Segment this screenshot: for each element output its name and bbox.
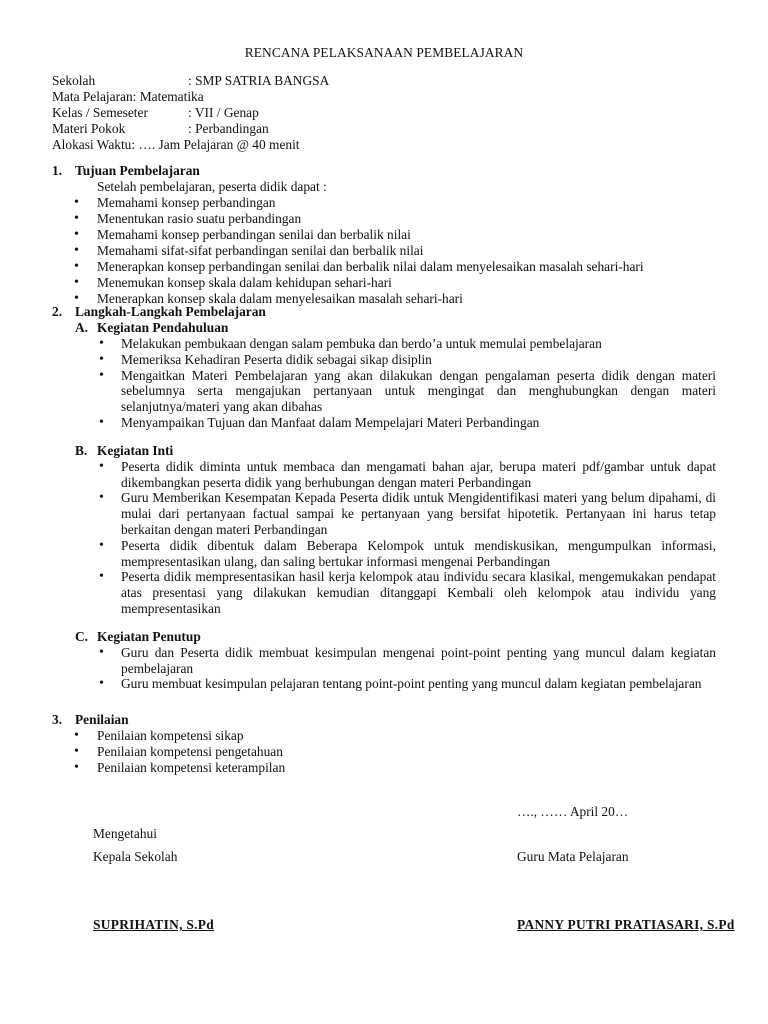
section-heading <box>52 163 716 179</box>
identity-block <box>52 73 652 153</box>
alokasi-text: Alokasi Waktu: …. Jam Pelajaran @ 40 menit <box>52 137 300 152</box>
list-item: • Memeriksa Kehadiran Peserta didik sebagai sikap disiplin <box>75 352 716 368</box>
subsection-letter: A. <box>75 320 89 335</box>
signature-date: …., …… April 20… <box>517 804 629 819</box>
list-item: • Menerapkan konsep skala dalam menyelesaikan masalah sehari-hari <box>52 291 716 307</box>
identity-mapel <box>52 89 652 105</box>
identity-sekolah <box>52 73 652 89</box>
list-item: • Menyampaikan Tujuan dan Manfaat dalam Mempelajari Materi Perbandingan <box>75 415 716 431</box>
penutup-list <box>75 645 716 692</box>
subsection-heading <box>75 629 716 645</box>
section-intro: Setelah pembelajaran, peserta didik dapat : <box>97 179 327 194</box>
penilaian-list <box>52 728 716 776</box>
section-title: Tujuan Pembelajaran <box>75 163 200 178</box>
list-item: • Menentukan rasio suatu perbandingan <box>52 211 716 227</box>
kepala-sekolah-label: Kepala Sekolah <box>93 849 178 864</box>
guru-label: Guru Mata Pelajaran <box>517 849 629 864</box>
list-item: • Peserta didik diminta untuk membaca dan mengamati bahan ajar, berupa materi pdf/gambar untuk dapat dikembangkan peserta didik yang berhubungan dengan materi Perbandingan <box>75 459 716 491</box>
identity-alokasi <box>52 137 652 153</box>
subsection-title: Kegiatan Pendahuluan <box>97 320 229 335</box>
list-item: • Memahami sifat-sifat perbandingan senilai dan berbalik nilai <box>52 243 716 259</box>
list-item: • Guru Memberikan Kesempatan Kepada Peserta didik untuk Mengidentifikasi materi yang belum dipahami, di mulai dari pertanyaan factual sampai ke pertanyaan yang bersifat hipotetik. Pertanyaan ini harus tetap berkaitan dengan materi Perbandingan <box>75 490 716 537</box>
section-number: 3. <box>52 712 63 727</box>
pendahuluan-list <box>75 336 716 431</box>
materi-label: Materi Pokok <box>52 121 126 136</box>
identity-materi <box>52 121 652 137</box>
section-title: Penilaian <box>75 712 129 727</box>
kepala-sekolah-name: SUPRIHATIN, S.Pd <box>93 917 214 932</box>
section-number: 1. <box>52 163 63 178</box>
list-item: • Menemukan konsep skala dalam kehidupan sehari-hari <box>52 275 716 291</box>
list-item: • Penilaian kompetensi sikap <box>52 728 716 744</box>
sekolah-label: Sekolah <box>52 73 96 88</box>
tujuan-list <box>52 195 716 307</box>
list-item: • Menerapkan konsep perbandingan senilai dan berbalik nilai dalam menyelesaikan masalah sehari-hari <box>52 259 716 275</box>
list-item: • Memahami konsep perbandingan <box>52 195 716 211</box>
subsection-heading <box>75 320 716 336</box>
identity-kelas <box>52 105 652 121</box>
mapel-text: Mata Pelajaran: Matematika <box>52 89 204 104</box>
subsection-heading <box>75 443 716 459</box>
list-item: • Peserta didik mempresentasikan hasil kerja kelompok atau individu secara klasikal, mengemukakan pendapat atas presentasi yang dilakukan kemudian ditanggapi Kembali oleh kelompok atau individu yang mempresentasikan <box>75 569 716 616</box>
inti-list <box>75 459 716 617</box>
section-title: Langkah-Langkah Pembelajaran <box>75 304 266 319</box>
materi-value: : Perbandingan <box>188 121 269 136</box>
guru-name: PANNY PUTRI PRATIASARI, S.Pd <box>517 917 735 932</box>
subsection-title: Kegiatan Penutup <box>97 628 201 644</box>
sekolah-value: : SMP SATRIA BANGSA <box>188 73 330 88</box>
list-item: • Penilaian kompetensi pengetahuan <box>52 744 716 760</box>
subsection-letter: C. <box>75 628 89 644</box>
list-item: • Guru membuat kesimpulan pelajaran tentang point-point penting yang muncul dalam kegiatan pembelajaran <box>75 676 716 692</box>
section-penilaian <box>52 712 716 776</box>
section-tujuan <box>52 163 716 307</box>
list-item: • Peserta didik dibentuk dalam Beberapa Kelompok untuk mendiskusikan, mengumpulkan informasi, mempresentasikan ulang, dan saling bertukar informasi mengenai Perbandingan <box>75 538 716 570</box>
subsection-letter: B. <box>75 442 88 458</box>
list-item: • Penilaian kompetensi keterampilan <box>52 760 716 776</box>
subsection-inti <box>75 443 716 617</box>
subsection-title: Kegiatan Inti <box>97 442 174 458</box>
list-item: • Melakukan pembukaan dengan salam pembuka dan berdo’a untuk memulai pembelajaran <box>75 336 716 352</box>
subsection-penutup <box>75 629 716 692</box>
kelas-value: : VII / Genap <box>188 105 259 120</box>
document-title: RENCANA PELAKSANAAN PEMBELAJARAN <box>244 45 524 60</box>
section-heading <box>52 304 716 320</box>
section-langkah <box>52 304 716 692</box>
list-item: • Mengaitkan Materi Pembelajaran yang akan dilakukan dengan pengalaman peserta didik dengan materi sebelumnya serta mengajukan pertanyaan untuk mengingat dan menghubungkan dengan materi selanjutnya/materi yang akan dibahas <box>75 368 716 415</box>
list-item: • Memahami konsep perbandingan senilai dan berbalik nilai <box>52 227 716 243</box>
mengetahui-label: Mengetahui <box>93 826 157 841</box>
kelas-label: Kelas / Semeseter <box>52 105 148 120</box>
subsection-pendahuluan <box>75 320 716 431</box>
list-item: • Guru dan Peserta didik membuat kesimpulan mengenai point-point penting yang muncul dalam kegiatan pembelajaran <box>75 645 716 677</box>
section-heading <box>52 712 716 728</box>
section-number: 2. <box>52 304 63 319</box>
